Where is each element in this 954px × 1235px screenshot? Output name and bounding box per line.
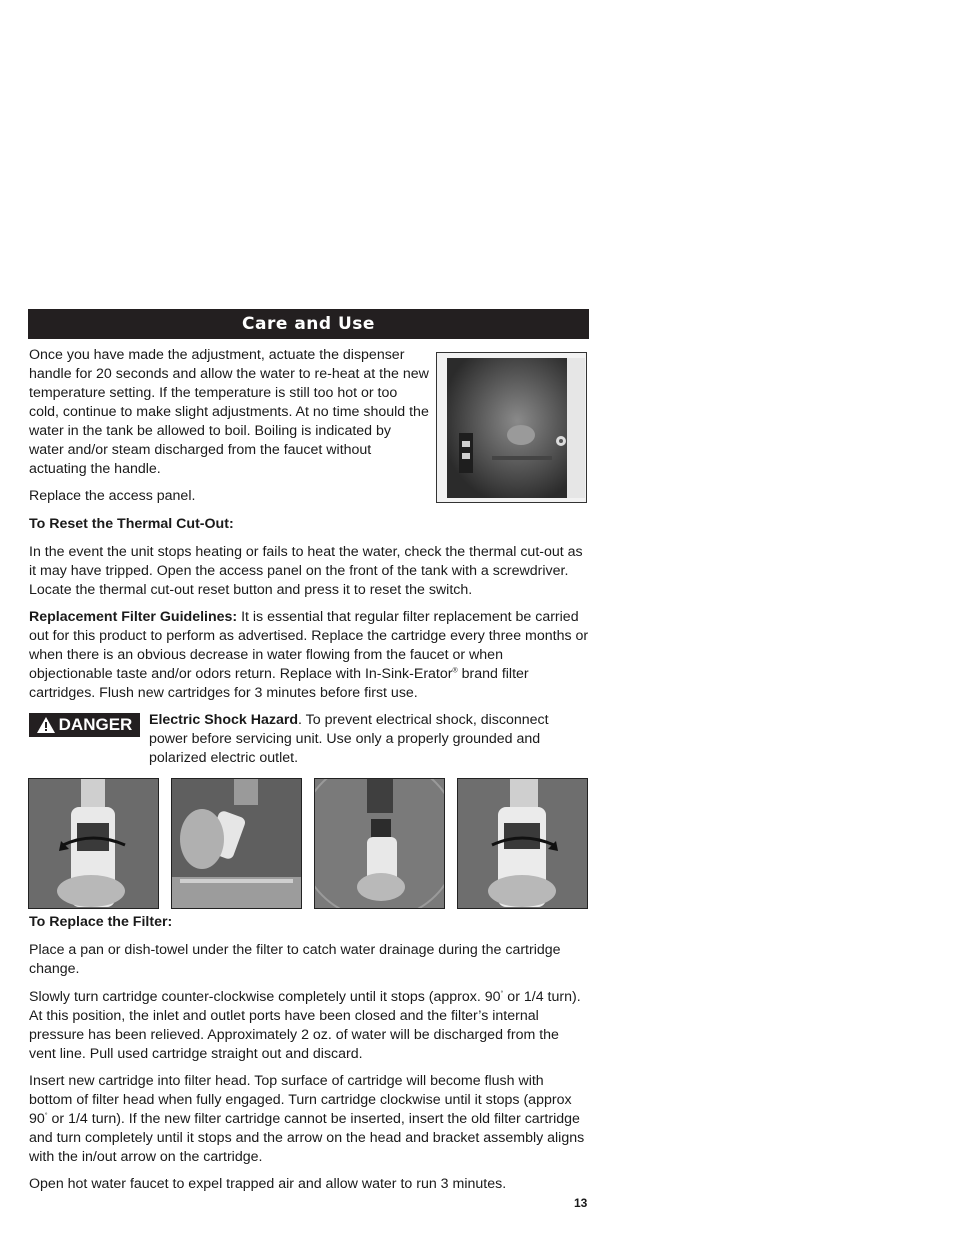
- intro-paragraph: Once you have made the adjustment, actuate the dispenser handle for 20 seconds and allow the water to re-heat at the new temperature setting. If the temperature is still too hot or too cold, continue to make slight adjustments. At no time should the water in the tank be allowed to boil. Boiling is indicated by water and/or steam discharged from the faucet without actuating the handle.: [29, 347, 429, 477]
- step-3-part-b: or 1/4 turn). If the new filter cartridge cannot be inserted, insert the old filter cartridge and turn completely until it stops and the arrow on the head and bracket assembly aligns with the in/out arrow on the cartridge.: [29, 1111, 585, 1165]
- step-2-part-b: or 1/4 turn). At this position, the inlet and outlet ports have been closed and the filter’s internal pressure has been relieved. Approximately 2 oz. of water will be discharged from the vent line. Pull used cartridge straight out and discard.: [29, 989, 581, 1062]
- step-1: Place a pan or dish-towel under the filter to catch water drainage during the cartridge change.: [29, 942, 561, 977]
- page-number: 13: [574, 1196, 588, 1210]
- hazard-body: . To prevent electrical shock, disconnect power before servicing unit. Use only a properly grounded and polarized electric outlet.: [149, 712, 549, 766]
- replace-filter-heading-text: To Replace the Filter:: [29, 914, 173, 930]
- step-3: [29, 1072, 589, 1167]
- filter-step-photo-2: [171, 778, 302, 909]
- hazard-title: Electric Shock Hazard: [149, 712, 299, 728]
- replace-panel-text: Replace the access panel.: [29, 488, 196, 504]
- reset-heading-text: To Reset the Thermal Cut-Out:: [29, 516, 234, 532]
- filter-guidelines-paragraph: [29, 608, 589, 703]
- warning-triangle-icon: [37, 717, 55, 733]
- access-panel-photo: [436, 352, 587, 503]
- filter-step-photo-4: [457, 778, 588, 909]
- degree-mark: °: [44, 1112, 48, 1120]
- filter-step-photo-1: [28, 778, 159, 909]
- danger-text: [149, 711, 589, 768]
- filter-step-photo-3: [314, 778, 445, 909]
- replace-filter-heading: [29, 913, 589, 932]
- filter-guidelines-body-2: brand filter cartridges. Flush new cartridges for 3 minutes before first use.: [29, 666, 529, 701]
- filter-guidelines-label: Replacement Filter Guidelines:: [29, 609, 238, 625]
- step-2: [29, 988, 589, 1064]
- step-4: Open hot water faucet to expel trapped air and allow water to run 3 minutes.: [29, 1176, 507, 1192]
- section-title: Care and Use: [242, 314, 375, 334]
- degree-mark: °: [500, 990, 504, 998]
- step-2-part-a: Slowly turn cartridge counter-clockwise completely until it stops (approx. 90: [29, 989, 501, 1005]
- danger-label: DANGER: [58, 715, 133, 734]
- section-header: [28, 309, 589, 339]
- reset-heading: [29, 515, 589, 534]
- registered-mark: ®: [452, 667, 458, 675]
- filter-guidelines-body-1: It is essential that regular filter replacement be carried out for this product to perform as advertised. Replace the cartridge every three months or when there is an obvious decrease in water flowing from the faucet or when objectionable taste and/or odors return. Replace with In-Sink-Erator: [29, 609, 589, 682]
- step-3-part-a: Insert new cartridge into filter head. Top surface of cartridge will become flush with bottom of filter head when fully engaged. Turn cartridge clockwise until it stops (approx 90: [29, 1073, 572, 1127]
- reset-body: In the event the unit stops heating or fails to heat the water, check the thermal cut-out as it may have tripped. Open the access panel on the front of the tank with a screwdriver. Locate the thermal cut-out reset button and press it to reset the switch.: [29, 544, 583, 598]
- danger-badge: [29, 713, 140, 737]
